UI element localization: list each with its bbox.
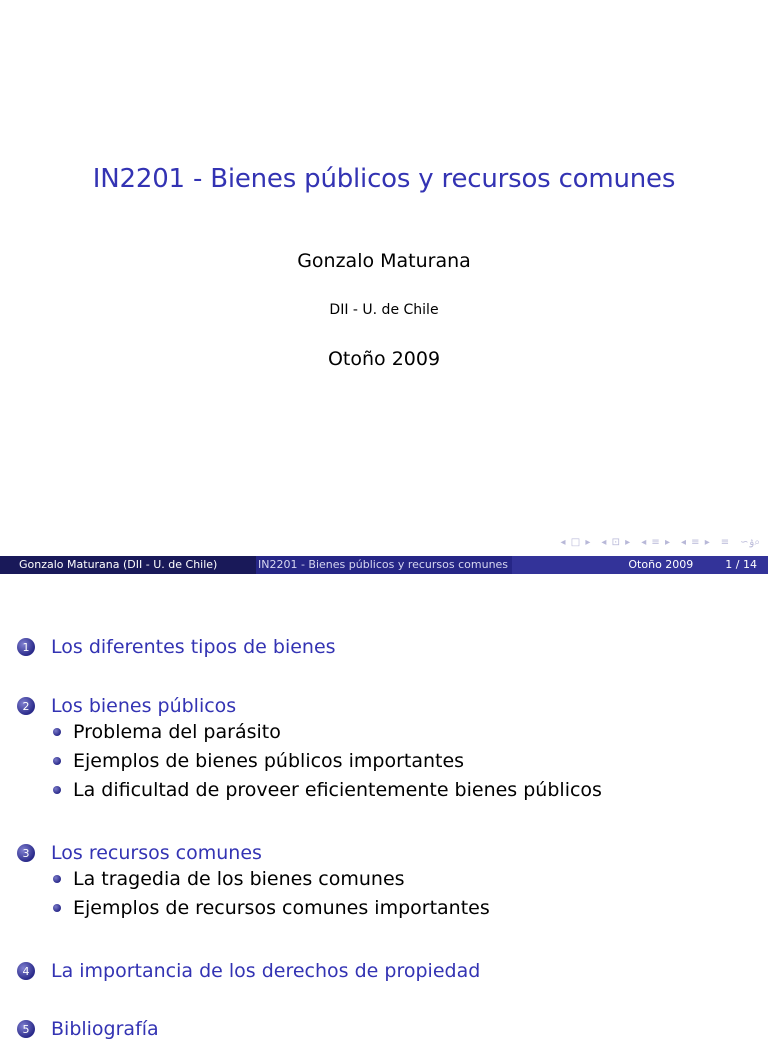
- outline-section-4: [17, 960, 480, 982]
- list-item[interactable]: [53, 746, 602, 775]
- subsection-title: Problema del parásito: [73, 720, 281, 743]
- bullet-icon: [53, 757, 61, 765]
- list-item[interactable]: [53, 775, 602, 804]
- list-item[interactable]: [53, 717, 602, 746]
- nav-search-icon[interactable]: ∽ۉ⌕: [740, 537, 760, 548]
- author-name: Gonzalo Maturana: [297, 250, 471, 272]
- bullet-icon: [53, 904, 61, 912]
- presentation-title: IN2201 - Bienes públicos y recursos comunes: [92, 164, 676, 194]
- section-title[interactable]: Bibliografía: [51, 1018, 159, 1040]
- footer-page-number: 1 / 14: [725, 558, 757, 571]
- section-number-icon: 3: [17, 844, 35, 862]
- subsection-title: Ejemplos de bienes públicos importantes: [73, 749, 465, 772]
- footer-bar: [0, 556, 768, 574]
- section-title[interactable]: Los diferentes tipos de bienes: [51, 636, 336, 658]
- section-number-icon: 1: [17, 638, 35, 656]
- outline-section-2: [17, 695, 602, 804]
- section-number-icon: 4: [17, 962, 35, 980]
- outline-section-1: [17, 636, 336, 658]
- list-item[interactable]: [53, 893, 490, 922]
- section-number-icon: 5: [17, 1020, 35, 1038]
- bullet-icon: [53, 786, 61, 794]
- nav-document-icon[interactable]: ◂ ≡ ▸: [680, 537, 711, 548]
- section-title[interactable]: Los recursos comunes: [51, 842, 262, 864]
- bullet-icon: [53, 875, 61, 883]
- beamer-navigation[interactable]: [561, 537, 760, 548]
- presentation-date: Otoño 2009: [327, 348, 441, 370]
- section-title[interactable]: La importancia de los derechos de propiedad: [51, 960, 481, 982]
- outline-slide: [0, 580, 768, 1040]
- subsection-title: La dificultad de proveer eficientemente bienes públicos: [73, 778, 602, 801]
- list-item[interactable]: [53, 864, 490, 893]
- nav-section-icon[interactable]: ◂ ≡ ▸: [641, 537, 671, 548]
- bullet-icon: [53, 728, 61, 736]
- nav-subsection-icon[interactable]: ◂ ⊡ ▸: [601, 537, 632, 548]
- outline-section-5: [17, 1018, 159, 1040]
- footer-date: Otoño 2009: [628, 558, 694, 571]
- nav-frame-icon[interactable]: ◂ □ ▸: [560, 537, 592, 548]
- footer-date-page: [512, 556, 768, 574]
- subsection-title: Ejemplos de recursos comunes importantes: [73, 896, 490, 919]
- section-number-icon: 2: [17, 697, 35, 715]
- nav-appendix-icon[interactable]: ≡: [720, 537, 731, 548]
- subsection-title: La tragedia de los bienes comunes: [73, 867, 405, 890]
- institute: DII - U. de Chile: [329, 302, 439, 318]
- outline-section-3: [17, 842, 490, 922]
- section-title[interactable]: Los bienes públicos: [51, 695, 237, 717]
- footer-author: Gonzalo Maturana (DII - U. de Chile): [0, 556, 256, 574]
- footer-title: IN2201 - Bienes públicos y recursos comunes: [256, 556, 512, 574]
